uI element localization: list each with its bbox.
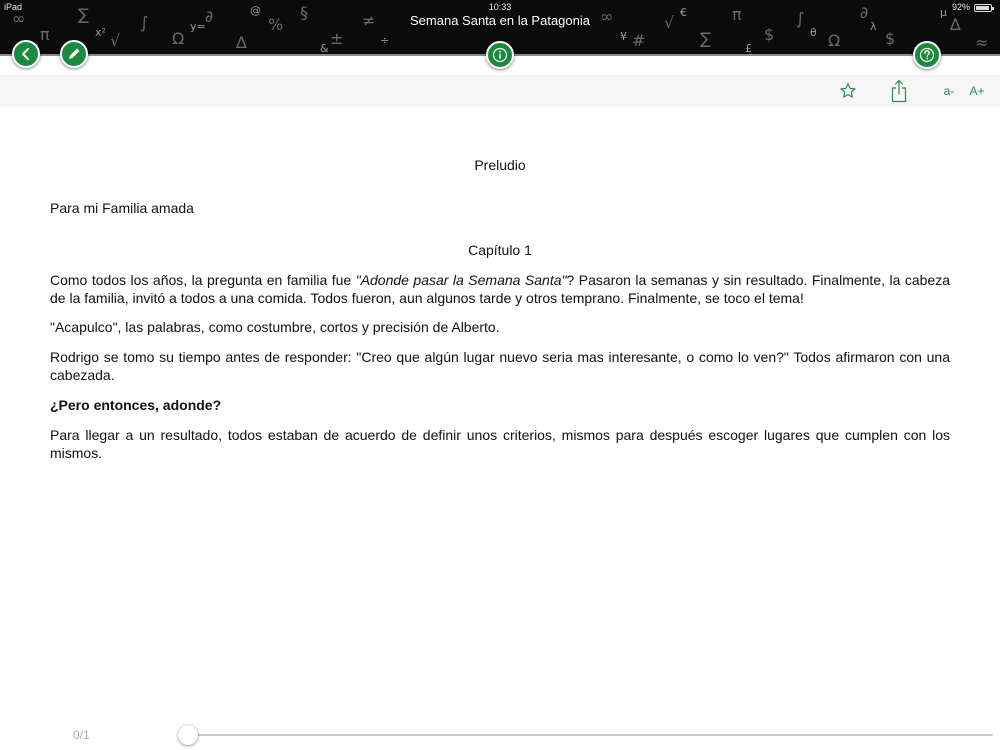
paragraph-1 bbox=[50, 271, 950, 307]
paragraph-3: Rodrigo se tomo su tiempo antes de responder: "Creo que algún lugar nuevo seria mas interesante, o como lo ven?" Todos afirmaron con una cabezada. bbox=[50, 349, 950, 383]
info-button[interactable] bbox=[486, 41, 514, 69]
info-icon bbox=[492, 47, 508, 63]
svg-text:&: & bbox=[320, 42, 329, 55]
svg-text:Ω: Ω bbox=[172, 29, 185, 48]
paragraph-1-text-end: ? Pasaron la semanas y sin resultado. Finalmente, la cabeza de la familia, invitó a todos a una comida. Todos fueron, aun algunos tarde y otros temprano. Finalmente, se toco el tema! bbox=[50, 272, 950, 306]
svg-text:∫: ∫ bbox=[796, 9, 805, 28]
svg-text:∫: ∫ bbox=[140, 13, 149, 32]
question-icon bbox=[919, 47, 935, 63]
svg-text:$: $ bbox=[764, 25, 775, 44]
chevron-left-icon bbox=[19, 47, 33, 61]
svg-text:$: $ bbox=[885, 29, 896, 48]
svg-text:π: π bbox=[40, 25, 50, 44]
svg-text:∑: ∑ bbox=[700, 29, 711, 48]
page-slider-thumb[interactable] bbox=[178, 725, 198, 745]
svg-text:∆: ∆ bbox=[950, 15, 961, 34]
svg-text:μ: μ bbox=[940, 6, 947, 19]
status-battery-text: 92% bbox=[951, 2, 970, 12]
svg-text:÷: ÷ bbox=[380, 34, 390, 47]
share-icon bbox=[890, 79, 908, 103]
font-smaller-button[interactable]: a- bbox=[943, 84, 955, 98]
svg-text:∆: ∆ bbox=[236, 33, 247, 52]
chapter-heading: Capítulo 1 bbox=[468, 242, 532, 258]
status-device: iPad bbox=[4, 2, 23, 12]
edit-button[interactable] bbox=[60, 40, 88, 68]
back-button[interactable] bbox=[12, 40, 40, 68]
paragraph-2: "Acapulco", las palabras, como costumbre, cortos y precisión de Alberto. bbox=[50, 319, 500, 335]
svg-text:§: § bbox=[300, 3, 308, 22]
battery-icon bbox=[974, 4, 992, 12]
svg-text:∑: ∑ bbox=[78, 5, 89, 24]
svg-text:y=: y= bbox=[190, 20, 206, 33]
svg-text:#: # bbox=[632, 31, 646, 50]
svg-text:√: √ bbox=[664, 13, 675, 32]
svg-text:λ: λ bbox=[870, 20, 877, 33]
svg-text:%: % bbox=[268, 15, 284, 34]
paragraph-1-text: Como todos los años, la pregunta en familia fue bbox=[50, 272, 356, 288]
svg-text:π: π bbox=[732, 5, 742, 24]
svg-text:x²: x² bbox=[95, 26, 106, 39]
svg-text:θ: θ bbox=[810, 26, 817, 39]
paragraph-4-bold: ¿Pero entonces, adonde? bbox=[50, 397, 222, 413]
svg-text:€: € bbox=[680, 6, 687, 19]
svg-text:±: ± bbox=[330, 29, 344, 48]
svg-text:£: £ bbox=[745, 42, 752, 55]
dedication-text: Para mi Familia amada bbox=[50, 200, 194, 216]
paragraph-1-emphasis: "Adonde pasar la Semana Santa" bbox=[355, 272, 567, 288]
help-button[interactable] bbox=[913, 41, 941, 69]
status-time: 10:33 bbox=[488, 2, 512, 12]
pencil-icon bbox=[66, 46, 82, 62]
svg-text:≈: ≈ bbox=[975, 33, 989, 52]
favorite-button[interactable] bbox=[838, 81, 858, 101]
paragraph-5: Para llegar a un resultado, todos estaban de acuerdo de definir unos criterios, mismos para después escoger lugares que cumplen con los mismos. bbox=[50, 427, 950, 461]
svg-text:≠: ≠ bbox=[362, 11, 376, 30]
share-button[interactable] bbox=[889, 79, 909, 103]
page-slider-track[interactable] bbox=[188, 734, 993, 736]
page-indicator: 0/1 bbox=[73, 728, 90, 742]
svg-text:Ω: Ω bbox=[828, 31, 841, 50]
svg-text:∞: ∞ bbox=[600, 7, 614, 26]
svg-text:@: @ bbox=[250, 4, 261, 17]
svg-text:∞: ∞ bbox=[12, 9, 26, 28]
svg-text:∂: ∂ bbox=[205, 7, 214, 26]
prelude-heading: Preludio bbox=[474, 157, 526, 173]
star-icon bbox=[839, 82, 857, 100]
document-title: Semana Santa en la Patagonia bbox=[410, 13, 590, 28]
svg-text:√: √ bbox=[110, 31, 121, 50]
svg-text:∂: ∂ bbox=[860, 3, 869, 22]
font-larger-button[interactable]: A+ bbox=[969, 84, 985, 98]
reader-toolbar bbox=[0, 75, 1000, 107]
svg-text:¥: ¥ bbox=[620, 30, 627, 43]
